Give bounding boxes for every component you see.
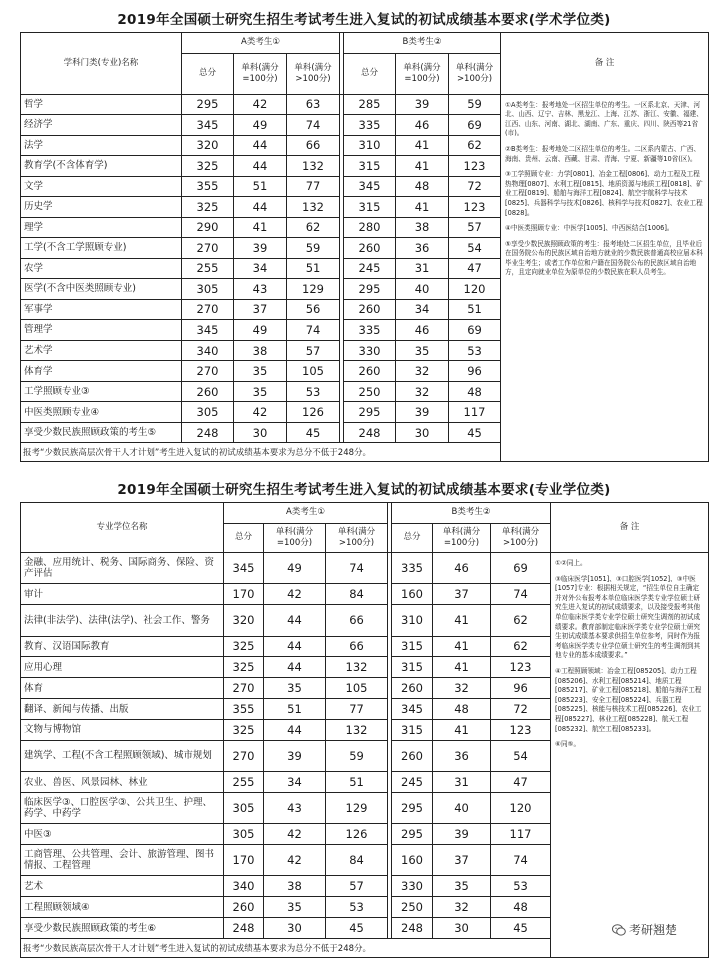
b-value: 96 bbox=[449, 361, 501, 382]
b-value: 48 bbox=[433, 699, 491, 720]
b-value: 69 bbox=[449, 115, 501, 136]
a-value: 51 bbox=[234, 176, 287, 197]
b-value: 46 bbox=[396, 115, 449, 136]
note-item: ①A类考生：报考地处一区招生单位的考生。一区系北京、天津、河北、山西、辽宁、吉林、黑龙江、上海、江苏、浙江、安徽、福建、江西、山东、河南、湖北、湖南、广东、重庆、四川、陕西等21省(市)。 bbox=[505, 100, 703, 138]
b-value: 62 bbox=[491, 605, 551, 636]
b-value: 310 bbox=[344, 135, 396, 156]
a-value: 57 bbox=[287, 340, 340, 361]
b-value: 295 bbox=[392, 792, 433, 823]
a-value: 305 bbox=[224, 824, 264, 845]
a-value: 345 bbox=[224, 553, 264, 584]
a-value: 45 bbox=[326, 918, 388, 939]
row-name: 法律(非法学)、法律(法学)、社会工作、警务 bbox=[21, 605, 224, 636]
a-value: 325 bbox=[224, 719, 264, 740]
b-value: 245 bbox=[344, 258, 396, 279]
row-name: 军事学 bbox=[21, 299, 182, 320]
row-name: 审计 bbox=[21, 584, 224, 605]
academic-a-single100: 单科(满分=100分) bbox=[234, 53, 287, 94]
row-name: 农业、兽医、风景园林、林业 bbox=[21, 772, 224, 793]
a-value: 35 bbox=[264, 678, 326, 699]
professional-a-single-gt100: 单科(满分>100分) bbox=[326, 523, 388, 552]
professional-a-total: 总分 bbox=[224, 523, 264, 552]
b-value: 41 bbox=[433, 605, 491, 636]
row-name: 工程照顾领域④ bbox=[21, 897, 224, 918]
b-value: 41 bbox=[433, 657, 491, 678]
a-value: 42 bbox=[234, 402, 287, 423]
row-name: 艺术 bbox=[21, 876, 224, 897]
b-value: 295 bbox=[344, 279, 396, 300]
a-value: 66 bbox=[287, 135, 340, 156]
b-value: 46 bbox=[433, 553, 491, 584]
professional-group-a: A类考生① bbox=[224, 503, 388, 524]
a-value: 126 bbox=[326, 824, 388, 845]
a-value: 38 bbox=[264, 876, 326, 897]
a-value: 42 bbox=[264, 584, 326, 605]
b-value: 45 bbox=[491, 918, 551, 939]
a-value: 35 bbox=[234, 381, 287, 402]
a-value: 105 bbox=[287, 361, 340, 382]
b-value: 315 bbox=[344, 197, 396, 218]
a-value: 129 bbox=[287, 279, 340, 300]
a-value: 325 bbox=[224, 636, 264, 657]
b-value: 330 bbox=[392, 876, 433, 897]
row-name: 法学 bbox=[21, 135, 182, 156]
a-value: 305 bbox=[224, 792, 264, 823]
footer-text: 报考“少数民族高层次骨干人才计划”考生进入复试的初试成绩基本要求为总分不低于248分。 bbox=[21, 443, 501, 462]
table-row bbox=[21, 94, 709, 115]
note-item: ②B类考生：报考地处二区招生单位的考生。二区系内蒙古、广西、海南、贵州、云南、西藏、甘肃、青海、宁夏、新疆等10省(区)。 bbox=[505, 144, 701, 163]
b-value: 30 bbox=[433, 918, 491, 939]
b-value: 34 bbox=[396, 299, 449, 320]
a-value: 295 bbox=[182, 94, 234, 115]
b-value: 335 bbox=[344, 115, 396, 136]
a-value: 248 bbox=[182, 422, 234, 443]
b-value: 315 bbox=[392, 719, 433, 740]
a-value: 290 bbox=[182, 217, 234, 238]
a-value: 355 bbox=[224, 699, 264, 720]
a-value: 62 bbox=[287, 217, 340, 238]
row-name: 翻译、新闻与传播、出版 bbox=[21, 699, 224, 720]
b-value: 69 bbox=[491, 553, 551, 584]
a-value: 170 bbox=[224, 584, 264, 605]
b-value: 41 bbox=[396, 135, 449, 156]
academic-col-category: 学科门类(专业)名称 bbox=[21, 33, 182, 95]
a-value: 44 bbox=[234, 197, 287, 218]
academic-group-a: A类考生① bbox=[182, 33, 340, 54]
b-value: 47 bbox=[449, 258, 501, 279]
row-name: 工学照顾专业③ bbox=[21, 381, 182, 402]
a-value: 57 bbox=[326, 876, 388, 897]
b-value: 74 bbox=[491, 584, 551, 605]
a-value: 38 bbox=[234, 340, 287, 361]
note-item: ④中医类照顾专业：中医学[1005]、中西医结合[1006]。 bbox=[505, 224, 674, 233]
academic-a-total: 总分 bbox=[182, 53, 234, 94]
b-value: 32 bbox=[433, 897, 491, 918]
row-name: 艺术学 bbox=[21, 340, 182, 361]
a-value: 270 bbox=[182, 238, 234, 259]
b-value: 62 bbox=[449, 135, 501, 156]
b-value: 39 bbox=[396, 94, 449, 115]
a-value: 51 bbox=[326, 772, 388, 793]
b-value: 37 bbox=[433, 845, 491, 876]
b-value: 117 bbox=[491, 824, 551, 845]
b-value: 40 bbox=[396, 279, 449, 300]
a-value: 126 bbox=[287, 402, 340, 423]
b-value: 260 bbox=[344, 238, 396, 259]
row-name: 历史学 bbox=[21, 197, 182, 218]
academic-notes bbox=[501, 94, 709, 461]
a-value: 270 bbox=[224, 740, 264, 771]
a-value: 345 bbox=[182, 115, 234, 136]
note-item: ①②同上。 bbox=[555, 559, 587, 568]
b-value: 335 bbox=[392, 553, 433, 584]
note-item: ③临床医学[1051]、③口腔医学[1052]、③中医[1057]专业：根据相关规定，“招生单位自主确定并对外公布报考本单位临床医学类专业学位硕士研究生进入复试的初试成绩要求，以及接受报考其他单位临床医学类专业学位硕士研究生调剂的初试成绩要求。教育部制定临床医学类专业学位硕士研究生初试成绩基本要求供招生单位参考，同时作为报考临床医学类专业学位硕士研究生的考生调剂到其他专业的基本成绩要求。” bbox=[555, 574, 701, 660]
row-name: 教育、汉语国际教育 bbox=[21, 636, 224, 657]
academic-table bbox=[20, 32, 709, 462]
b-value: 30 bbox=[396, 422, 449, 443]
a-value: 248 bbox=[224, 918, 264, 939]
a-value: 44 bbox=[264, 636, 326, 657]
a-value: 53 bbox=[287, 381, 340, 402]
a-value: 63 bbox=[287, 94, 340, 115]
b-value: 48 bbox=[449, 381, 501, 402]
b-value: 123 bbox=[449, 156, 501, 177]
b-value: 53 bbox=[449, 340, 501, 361]
b-value: 37 bbox=[433, 584, 491, 605]
academic-a-single-gt100: 单科(满分>100分) bbox=[287, 53, 340, 94]
a-value: 340 bbox=[224, 876, 264, 897]
academic-notes-header: 备 注 bbox=[501, 33, 709, 95]
row-name: 农学 bbox=[21, 258, 182, 279]
b-value: 310 bbox=[392, 605, 433, 636]
a-value: 44 bbox=[234, 156, 287, 177]
a-value: 39 bbox=[234, 238, 287, 259]
b-value: 260 bbox=[392, 740, 433, 771]
academic-title: 2019年全国硕士研究生招生考试考生进入复试的初试成绩基本要求(学术学位类) bbox=[117, 12, 611, 28]
b-value: 280 bbox=[344, 217, 396, 238]
b-value: 31 bbox=[433, 772, 491, 793]
a-value: 325 bbox=[224, 657, 264, 678]
a-value: 44 bbox=[264, 719, 326, 740]
b-value: 69 bbox=[449, 320, 501, 341]
a-value: 345 bbox=[182, 320, 234, 341]
professional-table bbox=[20, 502, 709, 958]
a-value: 305 bbox=[182, 279, 234, 300]
a-value: 305 bbox=[182, 402, 234, 423]
a-value: 74 bbox=[326, 553, 388, 584]
a-value: 43 bbox=[264, 792, 326, 823]
a-value: 84 bbox=[326, 845, 388, 876]
b-value: 72 bbox=[449, 176, 501, 197]
a-value: 34 bbox=[234, 258, 287, 279]
a-value: 42 bbox=[264, 824, 326, 845]
academic-b-single100: 单科(满分=100分) bbox=[396, 53, 449, 94]
a-value: 45 bbox=[287, 422, 340, 443]
a-value: 44 bbox=[264, 605, 326, 636]
b-value: 54 bbox=[449, 238, 501, 259]
b-value: 59 bbox=[449, 94, 501, 115]
professional-col-category: 专业学位名称 bbox=[21, 503, 224, 553]
b-value: 40 bbox=[433, 792, 491, 823]
row-name: 经济学 bbox=[21, 115, 182, 136]
a-value: 44 bbox=[234, 135, 287, 156]
a-value: 30 bbox=[234, 422, 287, 443]
a-value: 132 bbox=[326, 719, 388, 740]
footer-text: 报考“少数民族高层次骨干人才计划”考生进入复试的初试成绩基本要求为总分不低于248分。 bbox=[21, 939, 551, 958]
a-value: 260 bbox=[182, 381, 234, 402]
b-value: 123 bbox=[491, 657, 551, 678]
b-value: 74 bbox=[491, 845, 551, 876]
watermark bbox=[612, 921, 677, 938]
a-value: 41 bbox=[234, 217, 287, 238]
a-value: 132 bbox=[287, 156, 340, 177]
note-item: ④工程照顾领域：冶金工程[085205]、动力工程[085206]、水利工程[085214]、地质工程[085217]、矿业工程[085218]、船舶与海洋工程[085223]、安全工程[085224]、兵器工程[085225]、核能与核技术工程[085226]、农业工程[085227]、林业工程[085228]、航天工程[085232]、航空工程[085233]。 bbox=[555, 667, 702, 733]
b-value: 250 bbox=[344, 381, 396, 402]
b-value: 248 bbox=[392, 918, 433, 939]
b-value: 345 bbox=[392, 699, 433, 720]
a-value: 56 bbox=[287, 299, 340, 320]
a-value: 170 bbox=[224, 845, 264, 876]
b-value: 32 bbox=[396, 381, 449, 402]
watermark-text: 考研翘楚 bbox=[629, 923, 678, 937]
b-value: 41 bbox=[396, 197, 449, 218]
row-name: 享受少数民族照顾政策的考生⑤ bbox=[21, 422, 182, 443]
b-value: 160 bbox=[392, 584, 433, 605]
a-value: 35 bbox=[264, 897, 326, 918]
b-value: 48 bbox=[491, 897, 551, 918]
a-value: 340 bbox=[182, 340, 234, 361]
a-value: 132 bbox=[326, 657, 388, 678]
row-name: 中医③ bbox=[21, 824, 224, 845]
b-value: 260 bbox=[392, 678, 433, 699]
a-value: 320 bbox=[182, 135, 234, 156]
b-value: 250 bbox=[392, 897, 433, 918]
a-value: 34 bbox=[264, 772, 326, 793]
b-value: 54 bbox=[491, 740, 551, 771]
row-name: 医学(不含中医类照顾专业) bbox=[21, 279, 182, 300]
a-value: 49 bbox=[234, 320, 287, 341]
row-name: 管理学 bbox=[21, 320, 182, 341]
a-value: 66 bbox=[326, 605, 388, 636]
a-value: 51 bbox=[287, 258, 340, 279]
b-value: 48 bbox=[396, 176, 449, 197]
academic-table-body bbox=[21, 33, 709, 462]
b-value: 335 bbox=[344, 320, 396, 341]
a-value: 255 bbox=[182, 258, 234, 279]
b-value: 123 bbox=[449, 197, 501, 218]
row-name: 文学 bbox=[21, 176, 182, 197]
a-value: 260 bbox=[224, 897, 264, 918]
b-value: 36 bbox=[433, 740, 491, 771]
a-value: 129 bbox=[326, 792, 388, 823]
a-value: 44 bbox=[264, 657, 326, 678]
row-name: 体育学 bbox=[21, 361, 182, 382]
a-value: 77 bbox=[326, 699, 388, 720]
row-name: 工学(不含工学照顾专业) bbox=[21, 238, 182, 259]
b-value: 46 bbox=[396, 320, 449, 341]
a-value: 74 bbox=[287, 320, 340, 341]
b-value: 345 bbox=[344, 176, 396, 197]
b-value: 295 bbox=[392, 824, 433, 845]
academic-b-total: 总分 bbox=[344, 53, 396, 94]
note-item: ③工学照顾专业：力学[0801]、冶金工程[0806]、动力工程及工程热物理[0807]、水利工程[0815]、地质资源与地质工程[0818]、矿业工程[0819]、船舶与海洋工程[0824]、航空宇航科学与技术[0825]、兵器科学与技术[0826]、核科学与技术[0827]、农业工程[0828]。 bbox=[505, 170, 703, 217]
a-value: 30 bbox=[264, 918, 326, 939]
b-value: 160 bbox=[392, 845, 433, 876]
row-name: 建筑学、工程(不含工程照顾领域)、城市规划 bbox=[21, 740, 224, 771]
a-value: 59 bbox=[326, 740, 388, 771]
note-item: ⑤享受少数民族照顾政策的考生：报考地处二区招生单位，且毕业后在国务院公布的民族区域自治地方就业的少数民族普通高校应届本科毕业生考生；或者工作单位和户籍在国务院公布的民族区域自治地方，且定向就业单位为原单位的少数民族在职人员考生。 bbox=[505, 239, 703, 277]
a-value: 51 bbox=[264, 699, 326, 720]
a-value: 132 bbox=[287, 197, 340, 218]
b-value: 39 bbox=[396, 402, 449, 423]
professional-table-body bbox=[21, 503, 709, 958]
b-value: 120 bbox=[491, 792, 551, 823]
a-value: 42 bbox=[264, 845, 326, 876]
professional-notes-header: 备 注 bbox=[551, 503, 709, 553]
b-value: 285 bbox=[344, 94, 396, 115]
a-value: 270 bbox=[182, 299, 234, 320]
academic-group-b: B类考生② bbox=[344, 33, 501, 54]
row-name: 体育 bbox=[21, 678, 224, 699]
b-value: 260 bbox=[344, 361, 396, 382]
row-name: 文物与博物馆 bbox=[21, 719, 224, 740]
wechat-icon bbox=[612, 923, 626, 937]
academic-section bbox=[20, 8, 708, 462]
professional-title: 2019年全国硕士研究生招生考试考生进入复试的初试成绩基本要求(专业学位类) bbox=[117, 482, 611, 498]
b-value: 72 bbox=[491, 699, 551, 720]
a-value: 325 bbox=[182, 156, 234, 177]
professional-a-single100: 单科(满分=100分) bbox=[264, 523, 326, 552]
b-value: 41 bbox=[433, 636, 491, 657]
professional-b-single100: 单科(满分=100分) bbox=[433, 523, 491, 552]
row-name: 中医类照顾专业④ bbox=[21, 402, 182, 423]
b-value: 248 bbox=[344, 422, 396, 443]
b-value: 45 bbox=[449, 422, 501, 443]
a-value: 53 bbox=[326, 897, 388, 918]
a-value: 320 bbox=[224, 605, 264, 636]
professional-group-b: B类考生② bbox=[392, 503, 551, 524]
b-value: 53 bbox=[491, 876, 551, 897]
a-value: 39 bbox=[264, 740, 326, 771]
a-value: 35 bbox=[234, 361, 287, 382]
a-value: 355 bbox=[182, 176, 234, 197]
row-name: 临床医学③、口腔医学③、公共卫生、护理、药学、中药学 bbox=[21, 792, 224, 823]
a-value: 43 bbox=[234, 279, 287, 300]
b-value: 96 bbox=[491, 678, 551, 699]
b-value: 51 bbox=[449, 299, 501, 320]
b-value: 117 bbox=[449, 402, 501, 423]
a-value: 255 bbox=[224, 772, 264, 793]
b-value: 315 bbox=[344, 156, 396, 177]
a-value: 270 bbox=[182, 361, 234, 382]
a-value: 77 bbox=[287, 176, 340, 197]
b-value: 35 bbox=[433, 876, 491, 897]
professional-notes bbox=[551, 553, 709, 958]
b-value: 245 bbox=[392, 772, 433, 793]
a-value: 49 bbox=[234, 115, 287, 136]
row-name: 理学 bbox=[21, 217, 182, 238]
b-value: 315 bbox=[392, 657, 433, 678]
row-name: 工商管理、公共管理、会计、旅游管理、图书情报、工程管理 bbox=[21, 845, 224, 876]
professional-b-single-gt100: 单科(满分>100分) bbox=[491, 523, 551, 552]
a-value: 105 bbox=[326, 678, 388, 699]
b-value: 62 bbox=[491, 636, 551, 657]
b-value: 36 bbox=[396, 238, 449, 259]
row-name: 享受少数民族照顾政策的考生⑥ bbox=[21, 918, 224, 939]
row-name: 哲学 bbox=[21, 94, 182, 115]
a-value: 49 bbox=[264, 553, 326, 584]
a-value: 74 bbox=[287, 115, 340, 136]
b-value: 260 bbox=[344, 299, 396, 320]
b-value: 330 bbox=[344, 340, 396, 361]
b-value: 31 bbox=[396, 258, 449, 279]
b-value: 123 bbox=[491, 719, 551, 740]
a-value: 325 bbox=[182, 197, 234, 218]
a-value: 270 bbox=[224, 678, 264, 699]
b-value: 315 bbox=[392, 636, 433, 657]
row-name: 金融、应用统计、税务、国际商务、保险、资产评估 bbox=[21, 553, 224, 584]
professional-b-total: 总分 bbox=[392, 523, 433, 552]
b-value: 41 bbox=[433, 719, 491, 740]
a-value: 84 bbox=[326, 584, 388, 605]
b-value: 32 bbox=[433, 678, 491, 699]
academic-b-single-gt100: 单科(满分>100分) bbox=[449, 53, 501, 94]
a-value: 37 bbox=[234, 299, 287, 320]
row-name: 教育学(不含体育学) bbox=[21, 156, 182, 177]
b-value: 295 bbox=[344, 402, 396, 423]
b-value: 35 bbox=[396, 340, 449, 361]
note-item: ⑥同⑤。 bbox=[555, 740, 581, 749]
a-value: 66 bbox=[326, 636, 388, 657]
b-value: 47 bbox=[491, 772, 551, 793]
b-value: 41 bbox=[396, 156, 449, 177]
b-value: 39 bbox=[433, 824, 491, 845]
a-value: 59 bbox=[287, 238, 340, 259]
a-value: 42 bbox=[234, 94, 287, 115]
b-value: 38 bbox=[396, 217, 449, 238]
b-value: 32 bbox=[396, 361, 449, 382]
b-value: 120 bbox=[449, 279, 501, 300]
table-row bbox=[21, 553, 709, 584]
b-value: 57 bbox=[449, 217, 501, 238]
row-name: 应用心理 bbox=[21, 657, 224, 678]
professional-section bbox=[20, 478, 708, 958]
